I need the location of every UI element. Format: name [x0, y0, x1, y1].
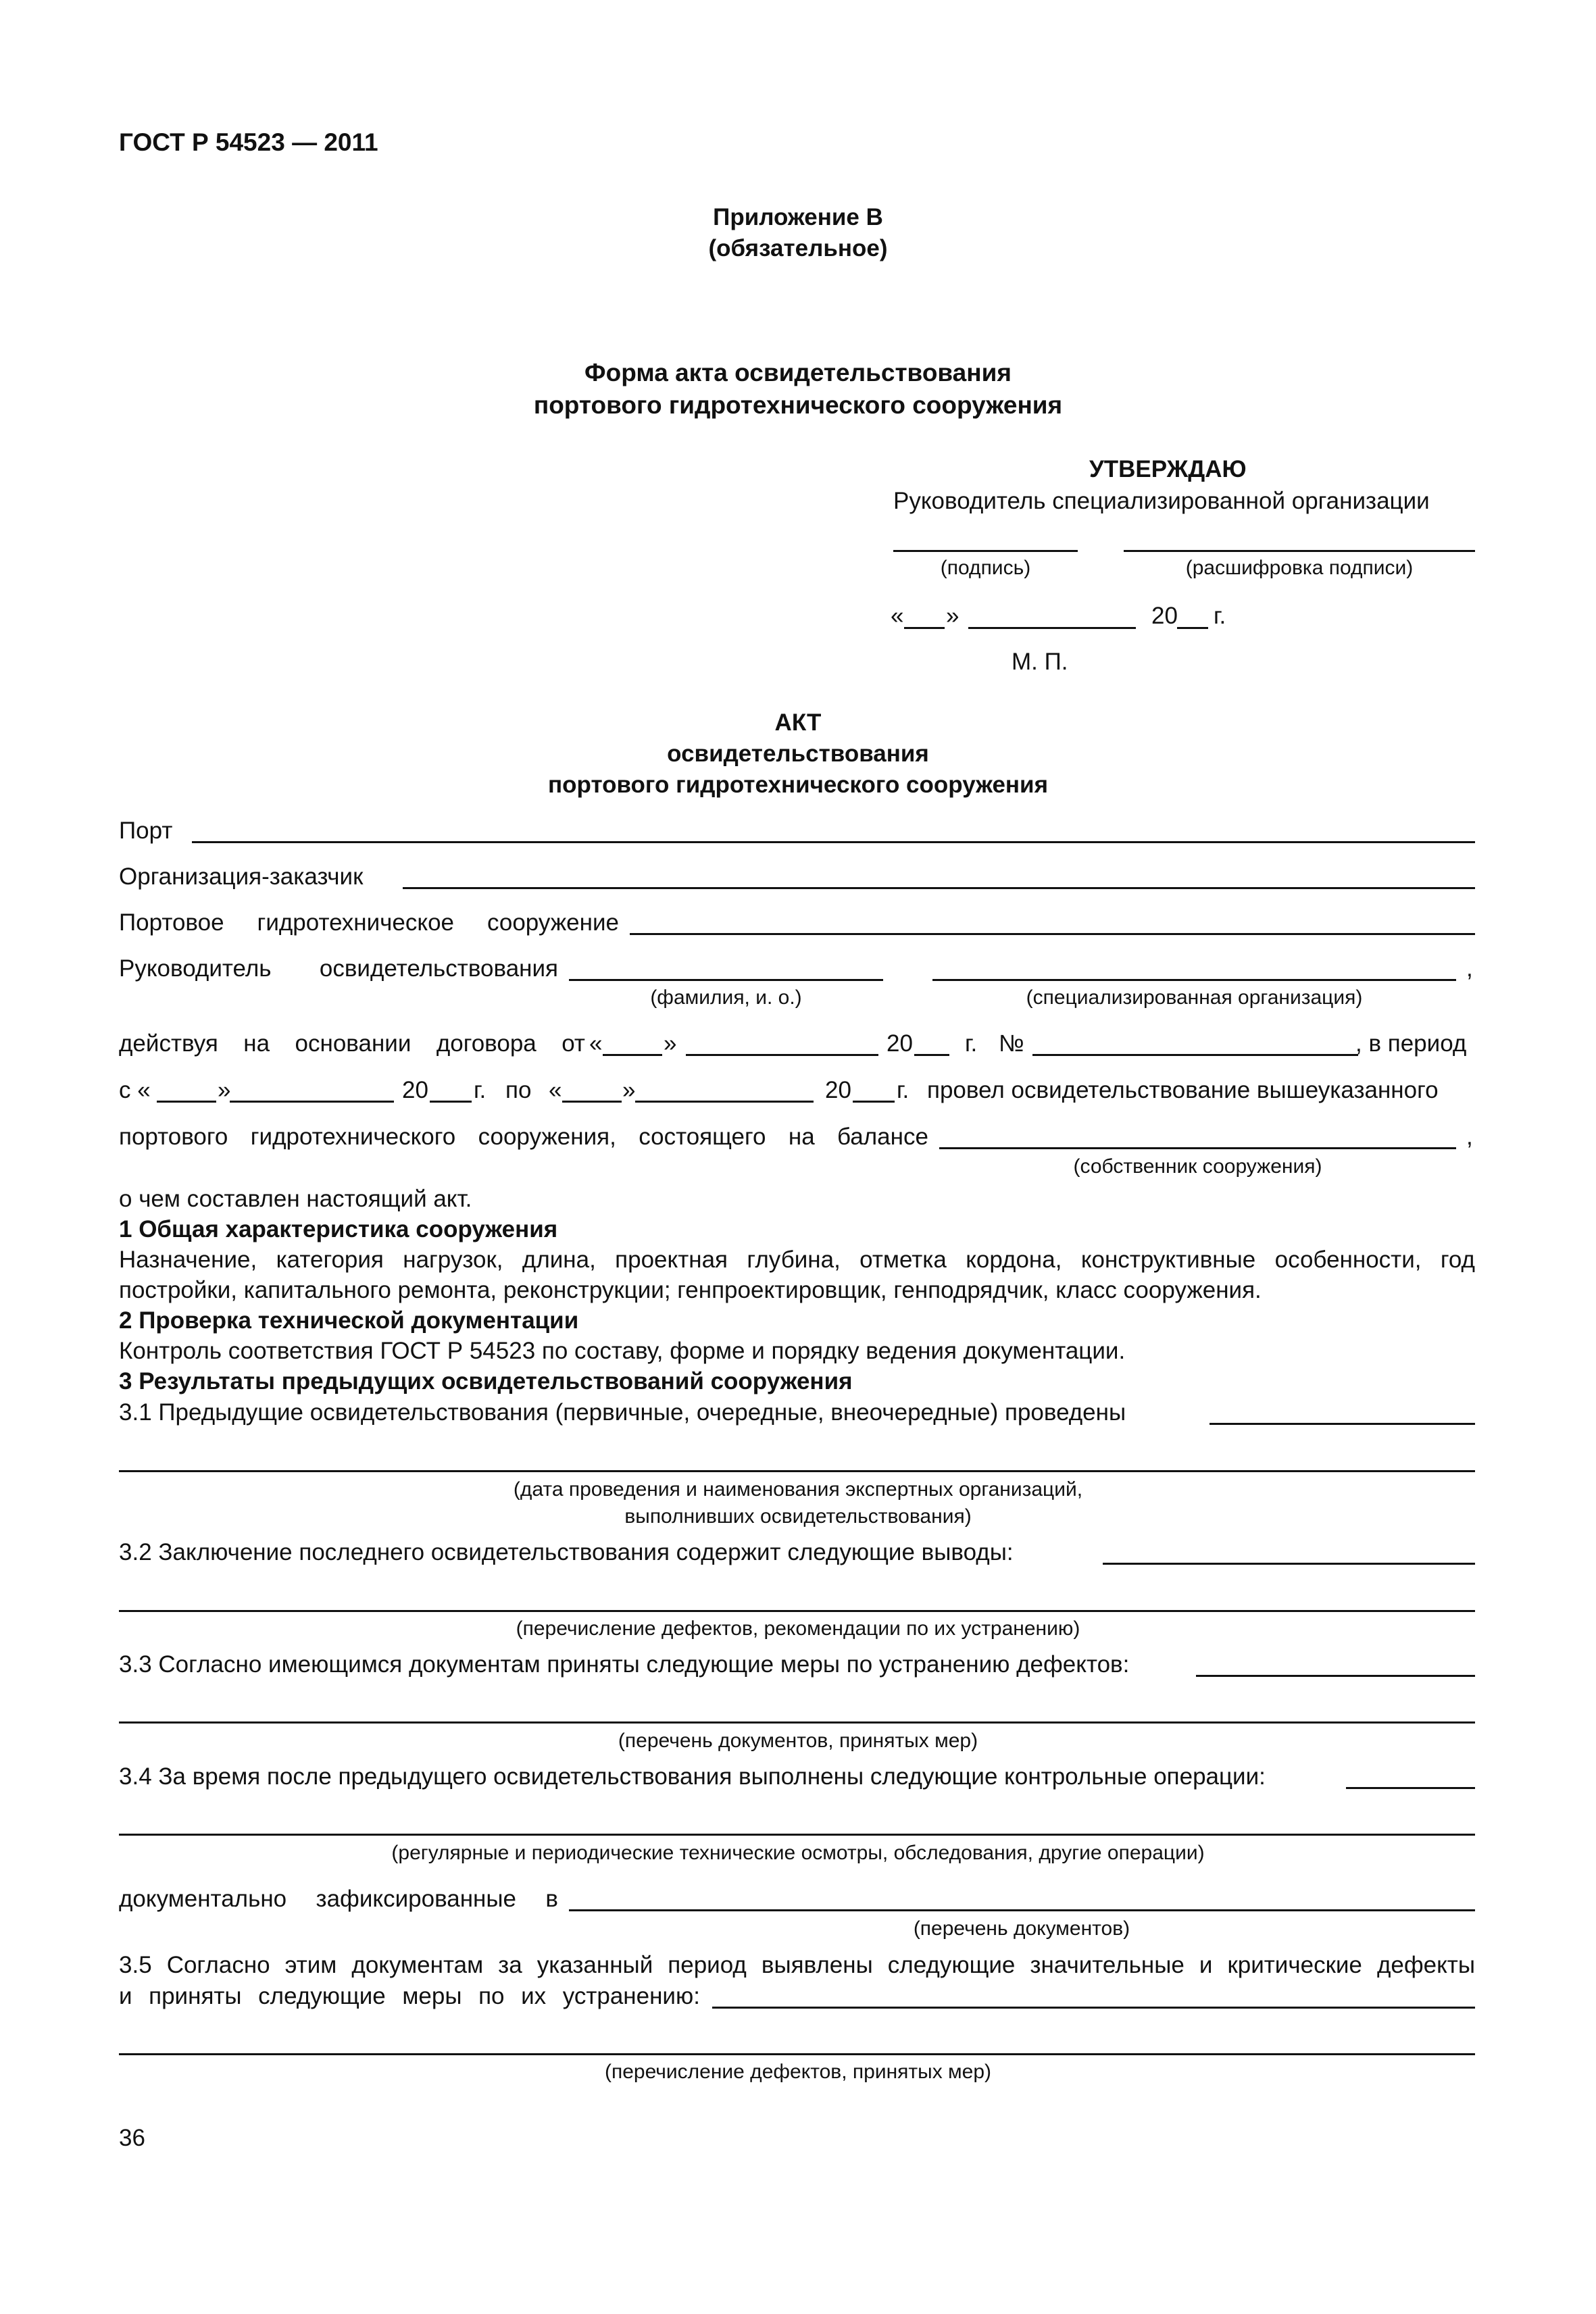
- owner-caption: (собственник сооружения): [1073, 1155, 1322, 1178]
- p32-caption: (перечисление дефектов, рекомендации по их устранению): [516, 1617, 1080, 1640]
- customer-label: Организация-заказчик: [119, 863, 364, 890]
- period-from-label: с «: [119, 1077, 151, 1103]
- approval-date-quote-open: «: [891, 603, 904, 629]
- appendix-title: Приложение В: [713, 204, 883, 230]
- inspection-org-line[interactable]: [932, 979, 1456, 981]
- p35-caption: (перечисление дефектов, принятых мер): [604, 2061, 992, 2083]
- p34-text: 3.4 За время после предыдущего освидетельствования выполнены следующие контрольные операции:: [119, 1763, 1266, 1790]
- contract-number-sign: №: [999, 1030, 1024, 1057]
- inspection-head-label: Руководитель освидетельствования: [119, 955, 558, 982]
- approval-label: УТВЕРЖДАЮ: [1089, 456, 1247, 482]
- signature-decode-caption: (расшифровка подписи): [1185, 557, 1414, 579]
- contract-quote-open: «: [589, 1030, 603, 1057]
- p32-text: 3.2 Заключение последнего освидетельствования содержит следующие выводы:: [119, 1539, 1014, 1565]
- contract-number-line[interactable]: [1032, 1054, 1358, 1056]
- p32-full-line[interactable]: [119, 1610, 1475, 1612]
- act-title-line3: портового гидротехнического сооружения: [548, 772, 1048, 798]
- signature-decode-line: [1124, 550, 1475, 552]
- approval-year-line: [1177, 627, 1208, 629]
- period-to-quote-close: »: [622, 1077, 636, 1103]
- contract-month-line[interactable]: [686, 1054, 878, 1056]
- period-from-year-line[interactable]: [430, 1101, 472, 1103]
- period-from-day-line[interactable]: [157, 1101, 216, 1103]
- act-title: АКТ: [774, 709, 822, 736]
- period-to-year-prefix: 20: [825, 1077, 851, 1103]
- section-2-text: Контроль соответствия ГОСТ Р 54523 по составу, форме и порядку ведения документации.: [119, 1338, 1126, 1364]
- signature-line: [893, 550, 1078, 552]
- signature-caption: (подпись): [940, 557, 1031, 579]
- section-2-heading: 2 Проверка технической документации: [119, 1307, 579, 1334]
- port-label: Порт: [119, 818, 173, 844]
- period-from-quote-close: »: [218, 1077, 231, 1103]
- act-made-text: о чем составлен настоящий акт.: [119, 1186, 472, 1212]
- document-code: ГОСТ Р 54523 — 2011: [119, 128, 378, 156]
- approval-date-quote-close: »: [946, 603, 959, 629]
- form-title-line1: Форма акта освидетельствования: [584, 359, 1012, 386]
- p34-caption: (регулярные и периодические технические осмотры, обследования, другие операции): [391, 1842, 1205, 1864]
- act-title-line2: освидетельствования: [667, 740, 929, 767]
- balance-comma: ,: [1466, 1124, 1473, 1150]
- contract-year-prefix: 20: [887, 1030, 913, 1057]
- period-to-label: по: [505, 1077, 532, 1103]
- appendix-subtitle: (обязательное): [708, 235, 888, 261]
- inspection-head-name-line[interactable]: [569, 979, 883, 981]
- p35-text-line2: и приняты следующие меры по их устранению:: [119, 1983, 700, 2009]
- approval-month-line: [968, 627, 1136, 629]
- period-from-year-prefix: 20: [402, 1077, 428, 1103]
- p34-doc-line[interactable]: [569, 1909, 1475, 1911]
- period-to-quote-open: «: [549, 1077, 562, 1103]
- p33-line[interactable]: [1196, 1675, 1475, 1677]
- p33-full-line[interactable]: [119, 1721, 1475, 1724]
- section-1-text-line1: Назначение, категория нагрузок, длина, проектная глубина, отметка кордона, конструктивные особенности, год: [119, 1247, 1475, 1273]
- section-1-text-line2: постройки, капитального ремонта, реконструкции; генпроектировщик, генподрядчик, класс сооружения.: [119, 1277, 1262, 1303]
- p31-full-line[interactable]: [119, 1470, 1475, 1472]
- approval-head: Руководитель специализированной организации: [893, 488, 1430, 514]
- p34-doc-label: документально зафиксированные в: [119, 1886, 558, 1912]
- p34-doc-caption: (перечень документов): [913, 1917, 1130, 1940]
- inspection-comma: ,: [1466, 955, 1473, 982]
- period-to-year-line[interactable]: [853, 1101, 895, 1103]
- form-title-line2: портового гидротехнического сооружения: [533, 391, 1063, 419]
- approval-year-prefix: 20: [1151, 603, 1178, 629]
- period-to-day-line[interactable]: [562, 1101, 622, 1103]
- p34-line[interactable]: [1346, 1787, 1475, 1789]
- p31-line[interactable]: [1210, 1423, 1475, 1425]
- contract-label: действуя на основании договора от: [119, 1030, 585, 1057]
- period-to-month-line[interactable]: [635, 1101, 814, 1103]
- period-from-month-line[interactable]: [230, 1101, 394, 1103]
- p35-full-line[interactable]: [119, 2053, 1475, 2055]
- balance-label: портового гидротехнического сооружения, состоящего на балансе: [119, 1124, 928, 1150]
- owner-line[interactable]: [939, 1147, 1456, 1149]
- period-from-year-suffix: г.: [474, 1077, 487, 1103]
- contract-period-label: , в период: [1355, 1030, 1467, 1057]
- p33-text: 3.3 Согласно имеющимся документам приняты следующие меры по устранению дефектов:: [119, 1651, 1130, 1678]
- structure-field-line[interactable]: [630, 933, 1475, 935]
- org-caption: (специализированная организация): [1026, 986, 1363, 1009]
- customer-field-line[interactable]: [403, 887, 1475, 889]
- port-field-line[interactable]: [192, 841, 1475, 843]
- structure-label: Портовое гидротехническое сооружение: [119, 909, 619, 936]
- p33-caption: (перечень документов, принятых мер): [618, 1730, 978, 1752]
- stamp-place: М. П.: [1012, 649, 1068, 675]
- p31-caption-2: выполнивших освидетельствования): [624, 1505, 972, 1528]
- p35-text-line1: 3.5 Согласно этим документам за указанный период выявлены следующие значительные и критические дефекты: [119, 1952, 1475, 1978]
- p35-line[interactable]: [712, 2007, 1475, 2009]
- period-to-year-suffix: г.: [897, 1077, 909, 1103]
- contract-year-line[interactable]: [914, 1054, 949, 1056]
- p31-caption-1: (дата проведения и наименования экспертных организаций,: [513, 1478, 1083, 1501]
- p31-text: 3.1 Предыдущие освидетельствования (первичные, очередные, внеочередные) проведены: [119, 1399, 1126, 1426]
- p34-full-line[interactable]: [119, 1834, 1475, 1836]
- page-number: 36: [119, 2125, 145, 2151]
- section-1-heading: 1 Общая характеристика сооружения: [119, 1216, 558, 1242]
- fio-caption: (фамилия, и. о.): [650, 986, 802, 1009]
- section-3-heading: 3 Результаты предыдущих освидетельствований сооружения: [119, 1368, 853, 1394]
- approval-year-suffix: г.: [1214, 603, 1226, 629]
- approval-day-line: [904, 627, 945, 629]
- p32-line[interactable]: [1103, 1563, 1475, 1565]
- inspection-statement: провел освидетельствование вышеуказанного: [927, 1077, 1439, 1103]
- contract-day-line[interactable]: [603, 1054, 662, 1056]
- contract-quote-close: »: [664, 1030, 677, 1057]
- contract-year-suffix: г.: [965, 1030, 978, 1057]
